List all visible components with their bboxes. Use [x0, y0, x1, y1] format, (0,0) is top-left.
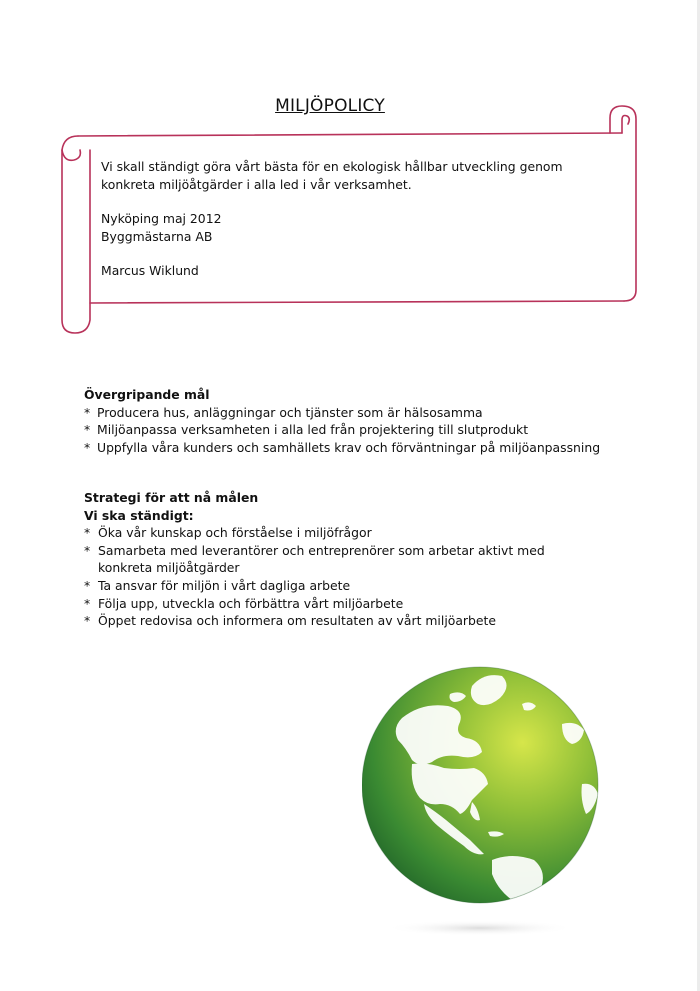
goals-section: [84, 386, 604, 456]
policy-statement-line1: Vi skall ständigt göra vårt bästa för en ekologisk hållbar utveckling genom: [101, 159, 563, 174]
goal-item: * Producera hus, anläggningar och tjänster som är hälsosamma: [84, 404, 483, 420]
strategy-heading: Strategi för att nå målen: [84, 490, 259, 505]
strategy-item: * Ta ansvar för miljön i vårt dagliga arbete: [84, 577, 351, 593]
goal-item: * Miljöanpassa verksamheten i alla led från projektering till slutprodukt: [84, 422, 529, 438]
page-title: MILJÖPOLICY: [275, 96, 385, 116]
goals-heading: Övergripande mål: [84, 387, 210, 402]
strategy-subheading: Vi ska ständigt:: [84, 507, 194, 523]
goal-item: * Uppfylla våra kunders och samhällets krav och förväntningar på miljöanpassning: [84, 439, 601, 455]
company-name: Byggmästarna AB: [101, 228, 213, 244]
strategy-item: * Följa upp, utveckla och förbättra vårt miljöarbete: [84, 595, 404, 611]
strategy-item: * Öka vår kunskap och förståelse i miljöfrågor: [84, 525, 372, 541]
signer-name: Marcus Wiklund: [101, 263, 199, 278]
place-date: Nyköping maj 2012: [101, 211, 222, 226]
policy-statement-line2: konkreta miljöåtgärder i alla led i vår verksamhet.: [101, 176, 412, 192]
globe-icon: [362, 664, 604, 944]
strategy-item: * Samarbeta med leverantörer och entreprenörer som arbetar aktivt med konkreta miljöåtgärder: [84, 542, 545, 576]
strategy-item: * Öppet redovisa och informera om resultaten av vårt miljöarbete: [84, 613, 497, 629]
scroll-text: [101, 158, 581, 280]
strategy-section: [84, 489, 604, 630]
